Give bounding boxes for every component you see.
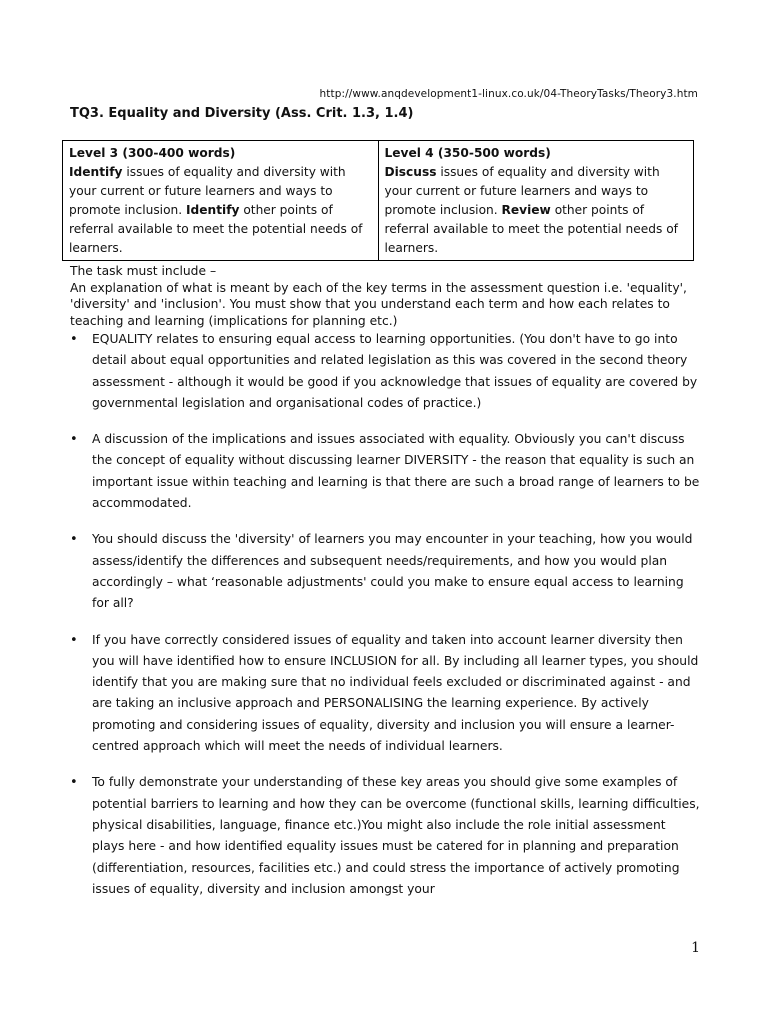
source-url: http://www.anqdevelopment1-linux.co.uk/04-TheoryTasks/Theory3.htm bbox=[319, 88, 698, 100]
list-item-text: A discussion of the implications and issues associated with equality. Obviously you can't discuss the concept of equality without discussing learner DIVERSITY - the reason that equality is such an important issue within teaching and learning is that there are such a broad range of learners to be accommodated. bbox=[92, 432, 700, 511]
level-3-text-1: issues of equality and diversity with your current or future learners and ways to promote inclusion. bbox=[69, 165, 346, 217]
level-requirements-table bbox=[62, 140, 694, 261]
requirements-list bbox=[70, 329, 700, 900]
bullet-icon: • bbox=[70, 632, 78, 648]
level-4-heading: Level 4 (350-500 words) bbox=[384, 146, 551, 160]
level-3-verb-1: Identify bbox=[69, 165, 123, 179]
table-row bbox=[63, 141, 694, 261]
level-4-verb-2: Review bbox=[501, 203, 551, 217]
page-number: 1 bbox=[691, 940, 700, 956]
intro-text: An explanation of what is meant by each of the key terms in the assessment question i.e. 'equality', 'diversity' and 'inclusion'. You must show that you understand each term and how each relates to teaching and learning (implications for planning etc.) bbox=[70, 280, 687, 328]
level-3-cell bbox=[63, 141, 379, 261]
level-4-text-1: issues of equality and diversity with your current or future learners and ways to promote inclusion. bbox=[384, 165, 660, 217]
bullet-icon: • bbox=[70, 532, 78, 548]
list-item bbox=[70, 329, 700, 414]
list-item-text: To fully demonstrate your understanding of these key areas you should give some examples of potential barriers to learning and how they can be overcome (functional skills, learning difficulties, physical disabilities, language, finance etc.)You might also include the role initial assessment plays here - and how identified equality issues must be catered for in planning and preparation (differentiation, resources, facilities etc.) and could stress the importance of actively promoting issues of equality, diversity and inclusion amongst your bbox=[92, 775, 700, 896]
bullet-icon: • bbox=[70, 432, 78, 448]
level-3-verb-2: Identify bbox=[186, 203, 240, 217]
list-item bbox=[70, 630, 700, 758]
intro-lead: The task must include – bbox=[70, 264, 217, 278]
level-3-heading: Level 3 (300-400 words) bbox=[69, 146, 236, 160]
list-item-text: If you have correctly considered issues of equality and taken into account learner diversity then you will have identified how to ensure INCLUSION for all. By including all learner types, you should identify that you are making sure that no individual feels excluded or discriminated against - and are taking an inclusive approach and PERSONALISING the learning experience. By actively promoting and considering issues of equality, diversity and inclusion you will ensure a learner-centred approach which will meet the needs of individual learners. bbox=[92, 632, 699, 754]
bullet-icon: • bbox=[70, 775, 78, 791]
level-3-text-2: other points of referral available to meet the potential needs of learners. bbox=[69, 203, 363, 255]
level-4-cell bbox=[378, 141, 694, 261]
bullet-icon: • bbox=[70, 332, 78, 347]
level-4-verb-1: Discuss bbox=[384, 165, 437, 179]
list-item bbox=[70, 429, 700, 514]
list-item bbox=[70, 772, 700, 900]
list-item bbox=[70, 529, 700, 614]
list-item-text: EQUALITY relates to ensuring equal access to learning opportunities. (You don't have to go into detail about equal opportunities and related legislation as this was covered in the second theory assessment - although it would be good if you acknowledge that issues of equality are covered by governmental legislation and organisational codes of practice.) bbox=[92, 332, 698, 410]
page-title: TQ3. Equality and Diversity (Ass. Crit. 1.3, 1.4) bbox=[70, 106, 414, 121]
task-content bbox=[70, 263, 700, 915]
level-4-text-2: other points of referral available to meet the potential needs of learners. bbox=[384, 203, 678, 255]
list-item-text: You should discuss the 'diversity' of learners you may encounter in your teaching, how you would assess/identify the differences and subsequent needs/requirements, and how you would plan accordingly – what ‘reasonable adjustments' could you make to ensure equal access to learning for all? bbox=[92, 532, 693, 611]
